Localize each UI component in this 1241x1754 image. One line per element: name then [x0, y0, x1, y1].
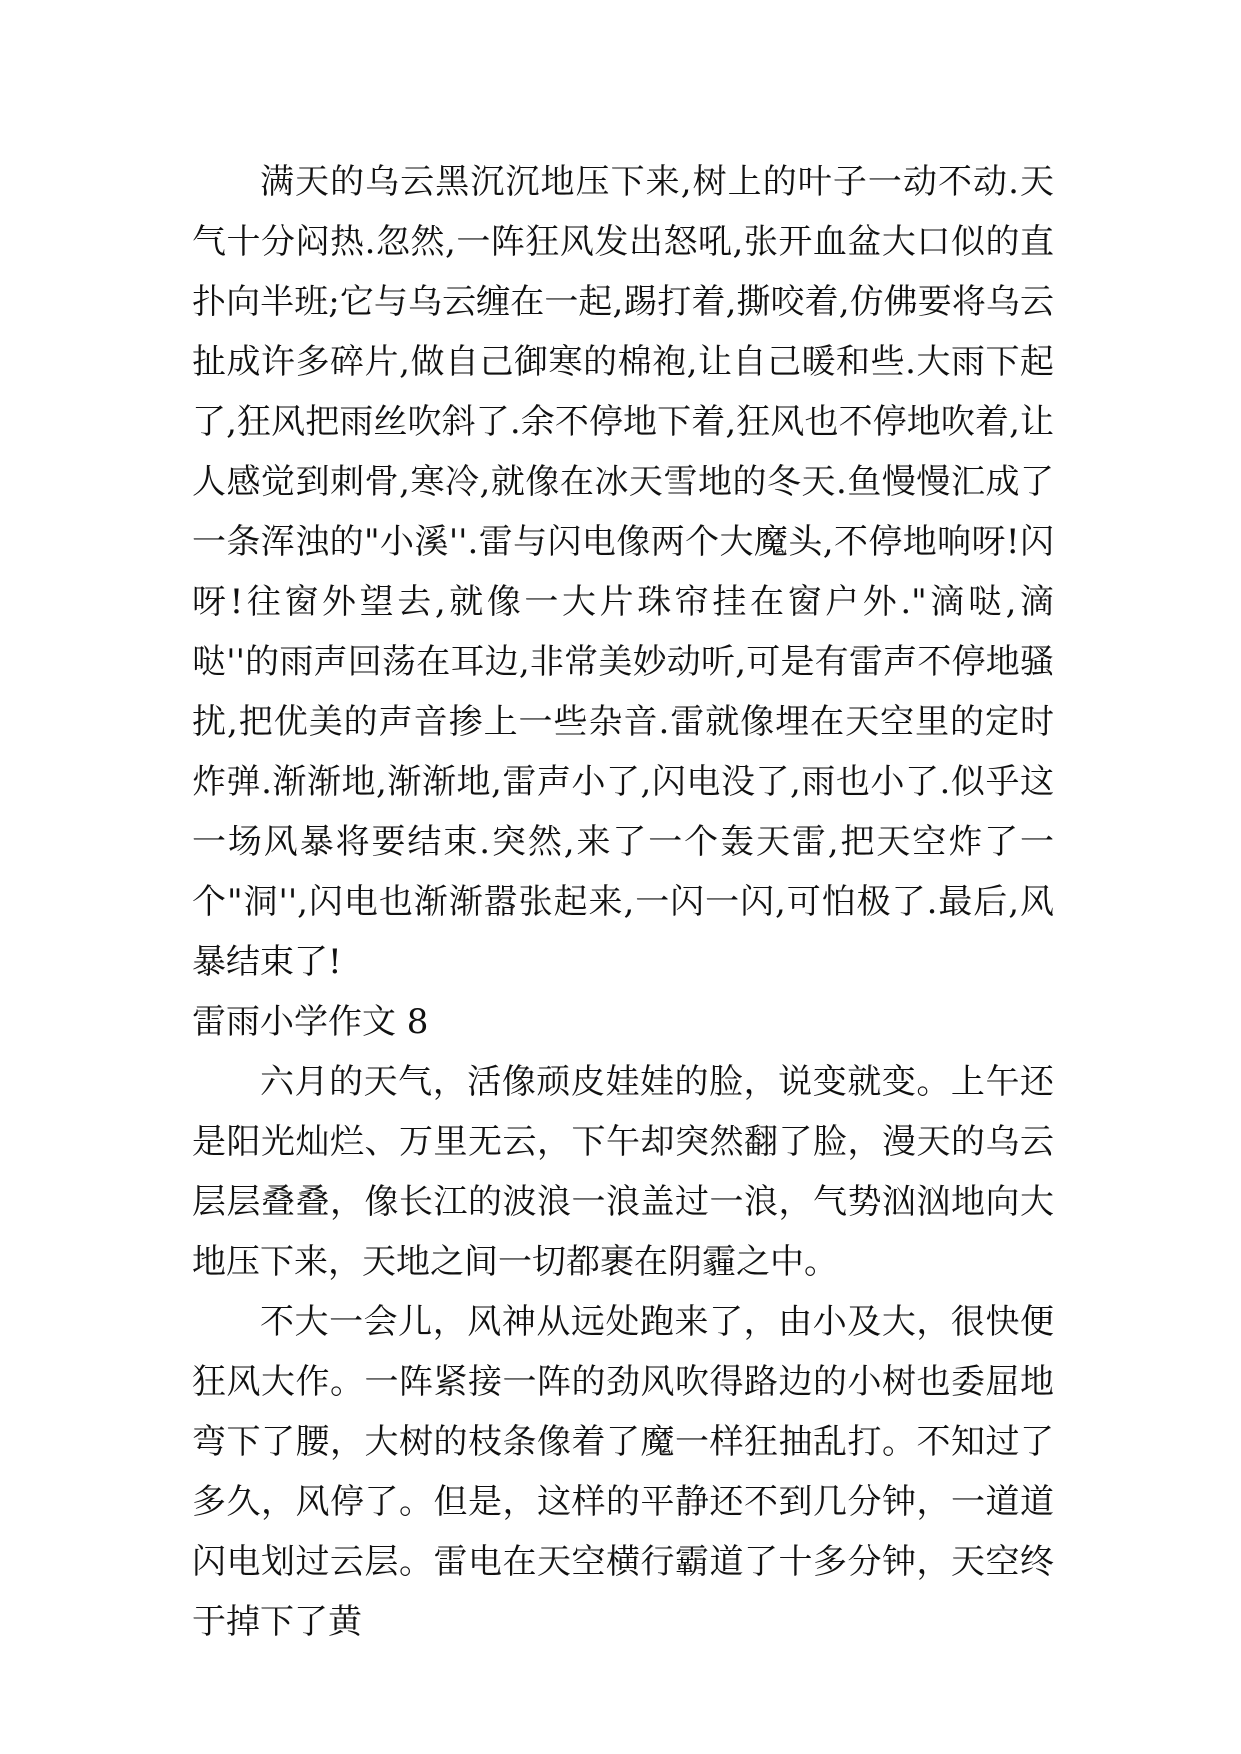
document-body: [192, 152, 1054, 1652]
paragraph-wind-and-thunder: 不大一会儿，风神从远处跑来了，由小及大，很快便狂风大作。一阵紧接一阵的劲风吹得路边的小树也委屈地弯下了腰，大树的枝条像着了魔一样狂抽乱打。不知过了多久，风停了。但是，这样的平静还不到几分钟，一道道闪电划过云层。雷电在天空横行霸道了十多分钟，天空终于掉下了黄: [192, 1302, 1054, 1642]
section-title: 雷雨小学作文 8: [192, 1002, 429, 1042]
paragraph-storm-description: 满天的乌云黑沉沉地压下来,树上的叶子一动不动.天气十分闷热.忽然,一阵狂风发出怒吼,张开血盆大口似的直扑向半班;它与乌云缠在一起,踢打着,撕咬着,仿佛要将乌云扯成许多碎片,做自己御寒的棉袍,让自己暖和些.大雨下起了,狂风把雨丝吹斜了.余不停地下着,狂风也不停地吹着,让人感觉到刺骨,寒冷,就像在冰天雪地的冬天.鱼慢慢汇成了一条浑浊的"小溪''.雷与闪电像两个大魔头,不停地响呀!闪呀!往窗外望去,就像一大片珠帘挂在窗户外."滴哒,滴哒''的雨声回荡在耳边,非常美妙动听,可是有雷声不停地骚扰,把优美的声音掺上一些杂音.雷就像埋在天空里的定时炸弹.渐渐地,渐渐地,雷声小了,闪电没了,雨也小了.似乎这一场风暴将要结束.突然,来了一个轰天雷,把天空炸了一个"洞'',闪电也渐渐嚣张起来,一闪一闪,可怕极了.最后,风暴结束了!: [192, 162, 1054, 982]
paragraph-june-weather: 六月的天气，活像顽皮娃娃的脸，说变就变。上午还是阳光灿烂、万里无云，下午却突然翻了脸，漫天的乌云层层叠叠，像长江的波浪一浪盖过一浪，气势汹汹地向大地压下来，天地之间一切都裹在阴霾之中。: [192, 1062, 1054, 1282]
